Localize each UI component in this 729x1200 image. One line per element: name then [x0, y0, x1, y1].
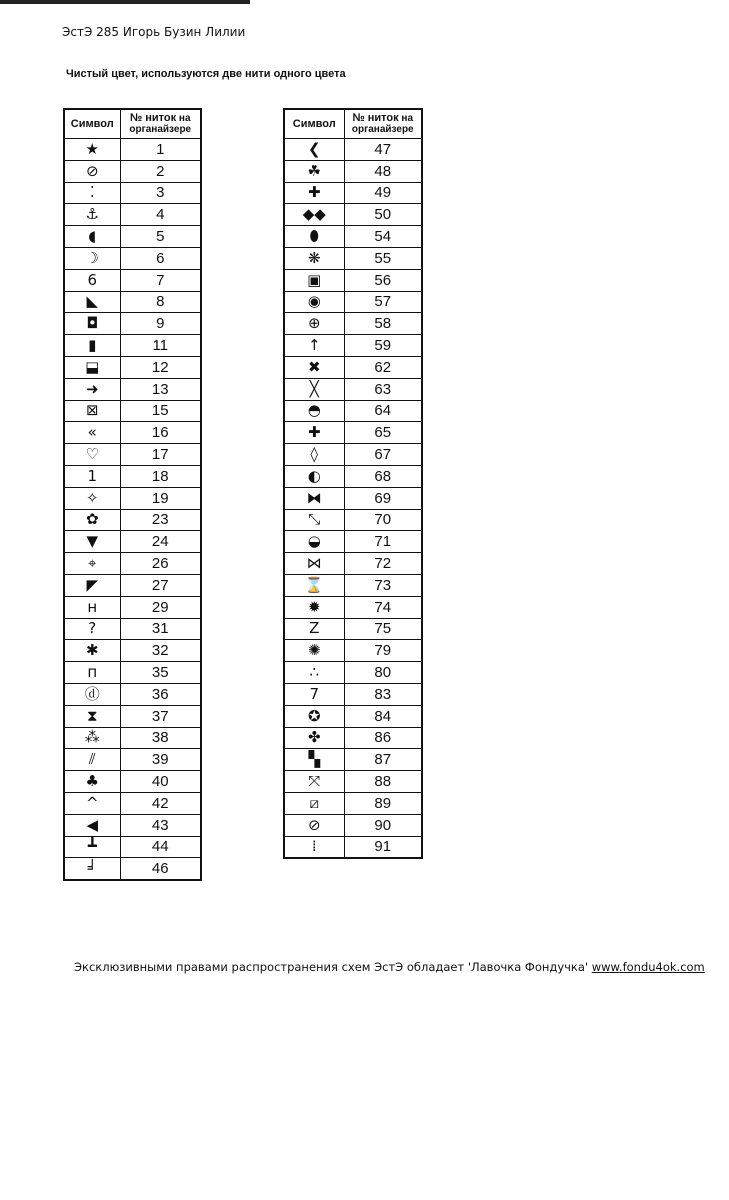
thread-number: 83 [344, 683, 422, 705]
header-count-line1b: на [176, 113, 191, 124]
diagonal-icon: ⤡ [284, 509, 344, 531]
table-row [64, 378, 201, 400]
thread-number: 13 [120, 378, 201, 400]
trefoil-icon: ☘ [284, 160, 344, 182]
t-shape-icon: ┻ [64, 836, 120, 858]
table-row [64, 618, 201, 640]
legend-header-row [284, 109, 422, 139]
table-row [64, 444, 201, 466]
table-row [284, 444, 422, 466]
one-icon: 1 [64, 465, 120, 487]
thread-number: 65 [344, 422, 422, 444]
sun-icon: ✺ [284, 640, 344, 662]
thread-number: 70 [344, 509, 422, 531]
table-row [284, 662, 422, 684]
thread-number: 48 [344, 160, 422, 182]
arrow-right-icon: ➜ [64, 378, 120, 400]
top-rule [0, 0, 250, 4]
thread-number: 80 [344, 662, 422, 684]
table-row [284, 422, 422, 444]
thread-number: 69 [344, 487, 422, 509]
table-row [284, 356, 422, 378]
asterisk-icon: ✱ [64, 640, 120, 662]
header-count-line1: № ниток [352, 112, 399, 124]
circled-dot-icon: ◉ [284, 291, 344, 313]
table-row [64, 792, 201, 814]
hourglass-outline-icon: ⌛ [284, 574, 344, 596]
thread-number: 8 [120, 291, 201, 313]
table-row [64, 771, 201, 793]
table-row [284, 574, 422, 596]
six-icon: 6 [64, 269, 120, 291]
hourglass-icon: ⧗ [64, 705, 120, 727]
heavy-x-icon: ✖ [284, 356, 344, 378]
table-row [64, 640, 201, 662]
thread-number: 44 [120, 836, 201, 858]
pill-icon: ⊘ [64, 160, 120, 182]
thread-number: 9 [120, 313, 201, 335]
circle-slash-icon: ⊘ [284, 814, 344, 836]
thread-number: 5 [120, 226, 201, 248]
thread-number: 74 [344, 596, 422, 618]
thread-number: 50 [344, 204, 422, 226]
table-row [64, 705, 201, 727]
thread-number: 7 [120, 269, 201, 291]
plus-cross-icon: ✚ [284, 182, 344, 204]
table-row [284, 487, 422, 509]
table-row [284, 335, 422, 357]
page-subtitle: Чистый цвет, используются две нити одного цвета [66, 68, 346, 80]
page-header-title: ЭстЭ 285 Игорь Бузин Лилии [62, 25, 246, 39]
table-row [64, 814, 201, 836]
colon-icon: ⁚ [64, 182, 120, 204]
table-row [64, 727, 201, 749]
thread-number: 27 [120, 574, 201, 596]
table-row [64, 574, 201, 596]
table-row [284, 683, 422, 705]
corner-dot-icon: ╛ [64, 858, 120, 880]
thread-number: 11 [120, 335, 201, 357]
table-row [284, 204, 422, 226]
thread-number: 49 [344, 182, 422, 204]
thread-number: 15 [120, 400, 201, 422]
table-row [64, 465, 201, 487]
thread-number: 6 [120, 247, 201, 269]
guillemet-icon: « [64, 422, 120, 444]
thread-number: 62 [344, 356, 422, 378]
table-row [284, 269, 422, 291]
table-row [284, 553, 422, 575]
thread-number: 71 [344, 531, 422, 553]
thread-number: 67 [344, 444, 422, 466]
thread-number: 23 [120, 509, 201, 531]
table-row [64, 596, 201, 618]
thread-number: 63 [344, 378, 422, 400]
header-count-line1b: на [398, 113, 414, 124]
footer-copyright [74, 960, 705, 974]
thread-number: 36 [120, 683, 201, 705]
circled-plus-icon: ⊕ [284, 313, 344, 335]
half-ring-icon: ◖ [64, 226, 120, 248]
plus-icon: ✚ [284, 422, 344, 444]
thread-number: 87 [344, 749, 422, 771]
header-count-line2: органайзере [129, 124, 192, 135]
thread-number: 79 [344, 640, 422, 662]
thread-number: 84 [344, 705, 422, 727]
table-row [64, 422, 201, 444]
table-row [284, 836, 422, 858]
half-filled-circle-icon: ◐ [284, 465, 344, 487]
table-row [64, 858, 201, 880]
seven-icon: 7 [284, 683, 344, 705]
cross-arrows-icon: ⤧ [284, 771, 344, 793]
thread-number: 68 [344, 465, 422, 487]
table-row [284, 509, 422, 531]
circle-lower-half-icon: ◒ [284, 531, 344, 553]
header-count-line1: № ниток [129, 112, 177, 124]
thread-number: 56 [344, 269, 422, 291]
thread-number: 32 [120, 640, 201, 662]
table-row [284, 596, 422, 618]
letter-p-icon: п [64, 662, 120, 684]
thread-number: 46 [120, 858, 201, 880]
table-row [64, 683, 201, 705]
thread-number: 89 [344, 792, 422, 814]
caret-icon: ^ [64, 792, 120, 814]
bowtie-outline-icon: ⋈ [284, 553, 344, 575]
header-count-line2: органайзере [351, 124, 414, 135]
three-dots-icon: ∴ [284, 662, 344, 684]
oval-icon: ⬮ [284, 226, 344, 248]
table-row [284, 792, 422, 814]
table-row [64, 335, 201, 357]
thread-number: 42 [120, 792, 201, 814]
spiral-icon: ⓓ [64, 683, 120, 705]
table-row [284, 705, 422, 727]
thread-number: 17 [120, 444, 201, 466]
table-row [284, 465, 422, 487]
thread-number: 3 [120, 182, 201, 204]
thin-x-icon: ╳ [284, 378, 344, 400]
thread-number: 88 [344, 771, 422, 793]
thread-number: 19 [120, 487, 201, 509]
legend-table-left [63, 108, 202, 881]
table-row [284, 378, 422, 400]
thread-number: 91 [344, 836, 422, 858]
table-row [64, 269, 201, 291]
thread-number: 86 [344, 727, 422, 749]
anchor-icon: ⚓ [64, 204, 120, 226]
star-icon: ★ [64, 139, 120, 161]
thread-number: 43 [120, 814, 201, 836]
thread-number: 73 [344, 574, 422, 596]
thread-number: 59 [344, 335, 422, 357]
diamond-outline-icon: ◊ [284, 444, 344, 466]
table-row [64, 291, 201, 313]
table-row [64, 836, 201, 858]
thread-number: 12 [120, 356, 201, 378]
thread-number: 55 [344, 247, 422, 269]
thread-number: 24 [120, 531, 201, 553]
thread-number: 90 [344, 814, 422, 836]
table-row [64, 139, 201, 161]
table-row [284, 531, 422, 553]
header-thread-count [120, 109, 201, 139]
square-in-square-icon: ▣ [284, 269, 344, 291]
four-leaf-icon: ✤ [284, 727, 344, 749]
thread-number: 39 [120, 749, 201, 771]
thread-number: 26 [120, 553, 201, 575]
header-symbol: Символ [64, 109, 120, 139]
stacked-dots-icon: ⁞ [284, 836, 344, 858]
table-row [284, 313, 422, 335]
chevron-left-icon: ❮ [284, 139, 344, 161]
table-row [284, 749, 422, 771]
table-row [284, 226, 422, 248]
thread-number: 1 [120, 139, 201, 161]
double-slash-icon: ⫽ [64, 749, 120, 771]
thread-number: 37 [120, 705, 201, 727]
table-row [64, 247, 201, 269]
square-dot-icon: ◘ [64, 313, 120, 335]
triangle-corner-icon: ◣ [64, 291, 120, 313]
table-row [64, 313, 201, 335]
table-row [64, 749, 201, 771]
table-row [284, 247, 422, 269]
letter-n-icon: н [64, 596, 120, 618]
flower-icon: ✿ [64, 509, 120, 531]
thread-number: 57 [344, 291, 422, 313]
table-row [284, 814, 422, 836]
thread-number: 35 [120, 662, 201, 684]
bar-icon: ▮ [64, 335, 120, 357]
double-diamond-icon: ◆◆ [284, 204, 344, 226]
sparkle-icon: ✧ [64, 487, 120, 509]
thread-number: 47 [344, 139, 422, 161]
table-row [64, 531, 201, 553]
heart-icon: ♡ [64, 444, 120, 466]
half-square-icon: ⬓ [64, 356, 120, 378]
thread-number: 18 [120, 465, 201, 487]
thread-number: 72 [344, 553, 422, 575]
table-row [64, 356, 201, 378]
thread-number: 29 [120, 596, 201, 618]
table-row [284, 139, 422, 161]
table-row [284, 182, 422, 204]
thread-number: 31 [120, 618, 201, 640]
thread-number: 2 [120, 160, 201, 182]
circled-star-icon: ✪ [284, 705, 344, 727]
table-row [64, 160, 201, 182]
question-icon: ? [64, 618, 120, 640]
thread-number: 58 [344, 313, 422, 335]
boxed-star-icon: ⊠ [64, 400, 120, 422]
table-row [284, 771, 422, 793]
table-row [284, 400, 422, 422]
table-row [284, 291, 422, 313]
table-row [284, 727, 422, 749]
thread-number: 54 [344, 226, 422, 248]
triple-triangle-icon: ⁂ [64, 727, 120, 749]
table-row [284, 640, 422, 662]
thread-number: 16 [120, 422, 201, 444]
thread-number: 38 [120, 727, 201, 749]
table-row [64, 182, 201, 204]
thread-number: 40 [120, 771, 201, 793]
club-icon: ♣ [64, 771, 120, 793]
crosshair-box-icon: ⌖ [64, 553, 120, 575]
arrow-up-icon: ↑ [284, 335, 344, 357]
triangle-down-icon: ▼ [64, 531, 120, 553]
table-row [64, 509, 201, 531]
letter-z-icon: Z [284, 618, 344, 640]
table-row [64, 400, 201, 422]
table-row [64, 487, 201, 509]
thread-number: 64 [344, 400, 422, 422]
snowflake-box-icon: ❋ [284, 247, 344, 269]
table-row [284, 160, 422, 182]
slashed-square-icon: ⧄ [284, 792, 344, 814]
thread-number: 4 [120, 204, 201, 226]
footer-text: Эксклюзивными правами распространения схем ЭстЭ обладает 'Лавочка Фондучка' [74, 960, 592, 974]
header-thread-count [344, 109, 422, 139]
checker-square-icon: ▚ [284, 749, 344, 771]
table-row [64, 553, 201, 575]
table-row [64, 204, 201, 226]
table-row [284, 618, 422, 640]
legend-table-right [283, 108, 423, 859]
thread-number: 75 [344, 618, 422, 640]
footer-link[interactable]: www.fondu4ok.com [591, 960, 705, 974]
half-circle-icon: ◓ [284, 400, 344, 422]
header-symbol: Символ [284, 109, 344, 139]
table-row [64, 662, 201, 684]
bowtie-icon: ⧓ [284, 487, 344, 509]
crescent-icon: ☽ [64, 247, 120, 269]
triangle-flag-icon: ◤ [64, 574, 120, 596]
starburst-icon: ✹ [284, 596, 344, 618]
legend-header-row [64, 109, 201, 139]
table-row [64, 226, 201, 248]
triangle-left-icon: ◀ [64, 814, 120, 836]
